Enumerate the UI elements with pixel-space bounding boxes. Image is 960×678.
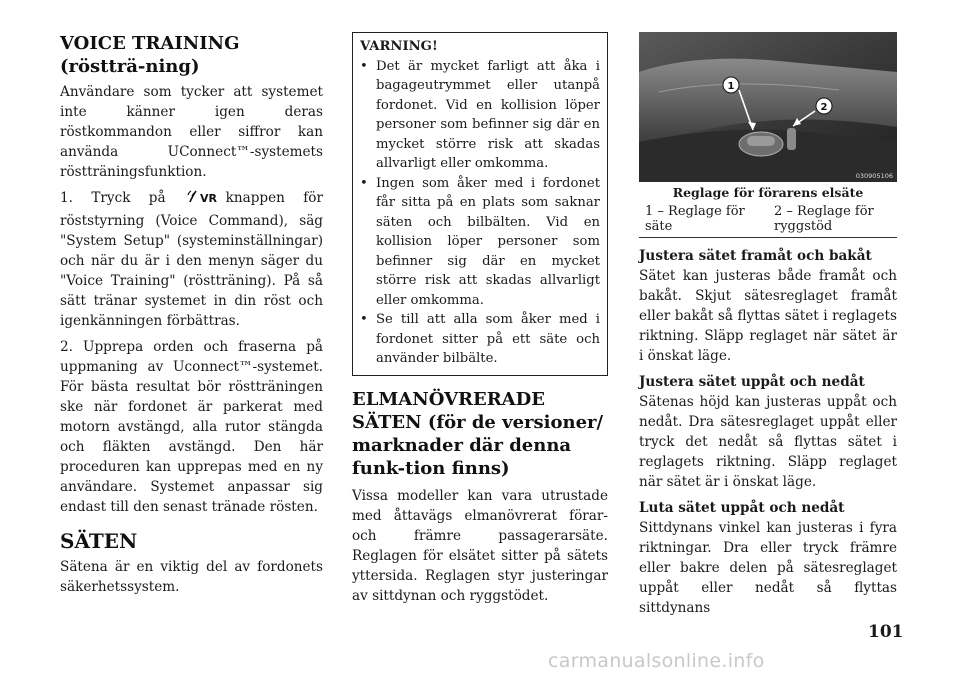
legend-item-2: 2 – Reglage för ryggstöd: [774, 204, 874, 234]
power-seats-text: Vissa modeller kan vara utrustade med åttavägs elmanövrerat förar- och främre passagerarsäte. Reglagen för elsätet sitter på sätets yttersida. Reglagen styr justeringar av sittdynan och ryggstödet.: [352, 487, 608, 604]
voice-training-step2: 2. Upprepa orden och fraserna på uppmaning av Uconnect™-systemet. För bästa resultat bör röstträningen ske när fordonet är parkerat med motorn avstängd, alla rutor stängda och fläkten avstängd. Den här proceduren kan upprepas med en ny användare. Systemet anpassar sig endast till den senast tränade rösten.: [60, 339, 323, 515]
callout-1: 1: [727, 81, 735, 92]
right-column: [639, 32, 897, 624]
adjust-up-title: Justera sätet uppåt och nedåt: [639, 374, 865, 390]
warning-box: [352, 32, 608, 376]
adjust-tilt-text: Sittdynans vinkel kan justeras i fyra riktningar. Dra eller tryck främre eller bakre delen på sätesreglaget uppåt eller nedåt så flyttas sittdynans: [639, 520, 897, 616]
seats-text: Sätena är en viktig del av fordonets säkerhetssystem.: [60, 559, 323, 595]
watermark: carmanualsonline.info: [548, 650, 765, 672]
left-column: [60, 32, 323, 603]
step1-rest: knappen för röststyrning (Voice Command), säg "System Setup" (systeminställningar) och när du är i den menyn säger du "Voice Training" (röstträning). På så sätt tränar systemet in din röst och igenkänningen förbättras.: [60, 190, 323, 329]
voice-training-heading: VOICE TRAINING (röstträ-ning): [60, 33, 240, 77]
middle-column: [352, 32, 608, 612]
warning-item: • Ingen som åker med i fordonet får sitta på en plats som saknar säten och bilbälten. Vid en kollision löper personer som befinner sig där en mycket större risk att skadas allvarligt eller omkomma.: [360, 174, 600, 311]
figure-caption: Reglage för förarens elsäte: [672, 185, 864, 200]
voice-training-intro: Användare som tycker att systemet inte känner igen deras röstkommandon eller siffror kan använda UConnect™-systemets röstträningsfunktion.: [60, 84, 323, 180]
adjust-fwd-title: Justera sätet framåt och bakåt: [639, 248, 872, 264]
voice-recognition-icon: [186, 189, 224, 211]
warning-list: [360, 57, 600, 369]
warning-item: • Se till att alla som åker med i fordonet sitter på ett säte och använder bilbälte.: [360, 310, 600, 369]
warning-title: VARNING!: [360, 39, 438, 54]
warning-item: • Det är mycket farligt att åka i bagageutrymmet eller utanpå fordonet. Vid en kollision löper personer som befinner sig där en mycket större risk att skadas allvarligt eller omkomma.: [360, 57, 600, 174]
step1-prefix: 1. Tryck på: [60, 190, 166, 206]
figure-legend: [639, 202, 897, 238]
power-seats-heading: ELMANÖVRERADE SÄTEN (för de versioner/ marknader där denna funk-tion finns): [352, 388, 604, 479]
voice-training-step1: [60, 188, 323, 331]
image-code: 030905106: [855, 172, 893, 180]
callout-2: 2: [820, 102, 828, 113]
svg-text:VR: VR: [199, 192, 217, 205]
adjust-up-text: Sätenas höjd kan justeras uppåt och nedåt. Dra sätesreglaget uppåt eller tryck det nedåt så flyttas sätet i reglagets riktning. Släpp reglaget när sätet är i önskat läge.: [639, 394, 897, 490]
page-number: 101: [868, 622, 904, 642]
adjust-tilt-title: Luta sätet uppåt och nedåt: [639, 500, 845, 516]
seat-controls-photo: [639, 32, 897, 182]
legend-item-1: 1 – Reglage för säte: [645, 204, 745, 234]
adjust-fwd-text: Sätet kan justeras både framåt och bakåt. Skjut sätesreglaget framåt eller bakåt så flyttas sätet i reglagets riktning. Släpp reglaget när sätet är i önskat läge.: [639, 268, 897, 364]
seats-heading: SÄTEN: [60, 529, 138, 553]
